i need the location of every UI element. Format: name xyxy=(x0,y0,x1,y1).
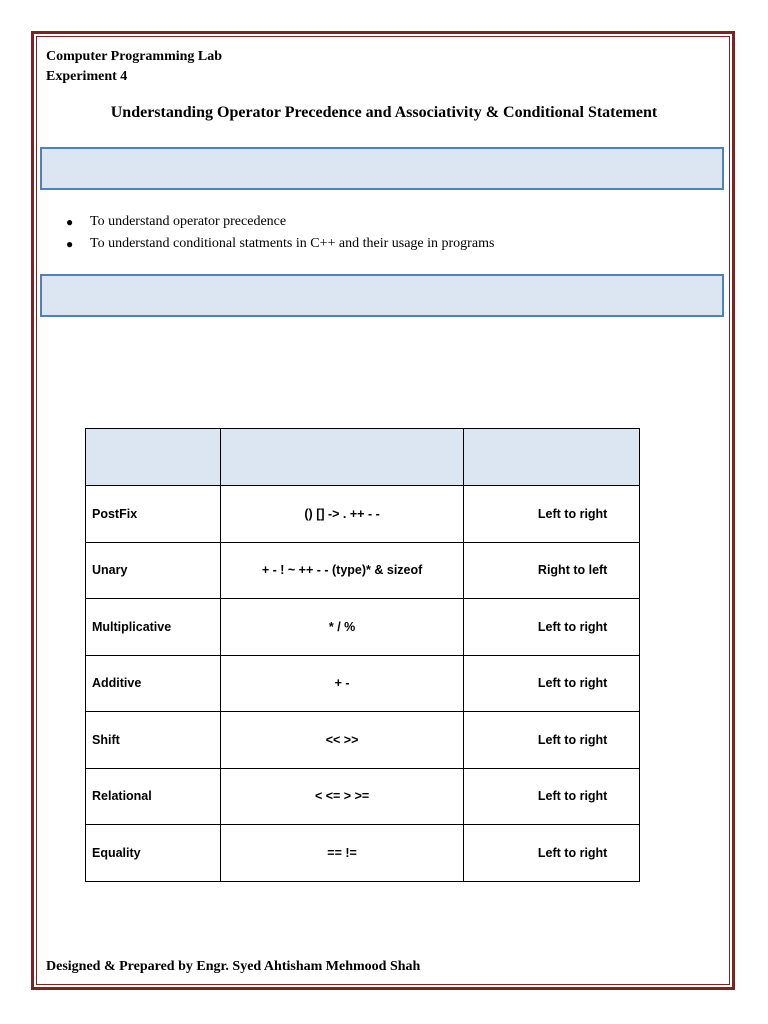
document-title-text: Understanding Operator Precedence and Associativity & Conditional Statement xyxy=(110,104,658,121)
header-cell-operators xyxy=(220,429,463,486)
table-row xyxy=(86,712,640,769)
table-row xyxy=(86,542,640,599)
category-cell: Additive xyxy=(86,655,221,712)
operators-cell: * / % xyxy=(220,599,463,656)
table-row xyxy=(86,486,640,543)
associativity-cell: Left to right xyxy=(464,768,640,825)
category-cell: Unary xyxy=(86,542,221,599)
table-row xyxy=(86,768,640,825)
experiment-number: Experiment 4 xyxy=(46,69,128,84)
operators-cell: << >> xyxy=(220,712,463,769)
document-title xyxy=(0,104,768,122)
operators-cell: () [] -> . ++ - - xyxy=(220,486,463,543)
operator-precedence-table xyxy=(85,428,640,882)
table-header xyxy=(86,429,640,486)
operators-cell: < <= > >= xyxy=(220,768,463,825)
operators-cell: == != xyxy=(220,825,463,882)
table-row xyxy=(86,599,640,656)
objectives-list xyxy=(60,211,494,255)
category-cell: Equality xyxy=(86,825,221,882)
bullet-icon: ● xyxy=(66,237,74,251)
table-row xyxy=(86,655,640,712)
bullet-icon: ● xyxy=(66,215,74,229)
header-cell-category xyxy=(86,429,221,486)
table-header-row xyxy=(86,429,640,486)
category-cell: Relational xyxy=(86,768,221,825)
objective-item xyxy=(60,233,494,255)
operators-cell: + - ! ~ ++ - - (type)* & sizeof xyxy=(220,542,463,599)
associativity-cell: Left to right xyxy=(464,486,640,543)
associativity-cell: Left to right xyxy=(464,599,640,656)
header-cell-associativity xyxy=(464,429,640,486)
associativity-cell: Left to right xyxy=(464,712,640,769)
category-cell: Multiplicative xyxy=(86,599,221,656)
associativity-cell: Left to right xyxy=(464,655,640,712)
footer-credit: Designed & Prepared by Engr. Syed Ahtisham Mehmood Shah xyxy=(46,959,421,974)
objective-text: To understand operator precedence xyxy=(90,214,287,229)
category-cell: PostFix xyxy=(86,486,221,543)
operators-cell: + - xyxy=(220,655,463,712)
objective-item xyxy=(60,211,494,233)
course-name: Computer Programming Lab xyxy=(46,49,223,64)
table-body xyxy=(86,486,640,882)
section-band-objectives xyxy=(40,147,724,190)
objective-text: To understand conditional statments in C++ and their usage in programs xyxy=(90,236,495,251)
section-band-precedence xyxy=(40,274,724,317)
associativity-cell: Right to left xyxy=(464,542,640,599)
associativity-cell: Left to right xyxy=(464,825,640,882)
table-row xyxy=(86,825,640,882)
category-cell: Shift xyxy=(86,712,221,769)
